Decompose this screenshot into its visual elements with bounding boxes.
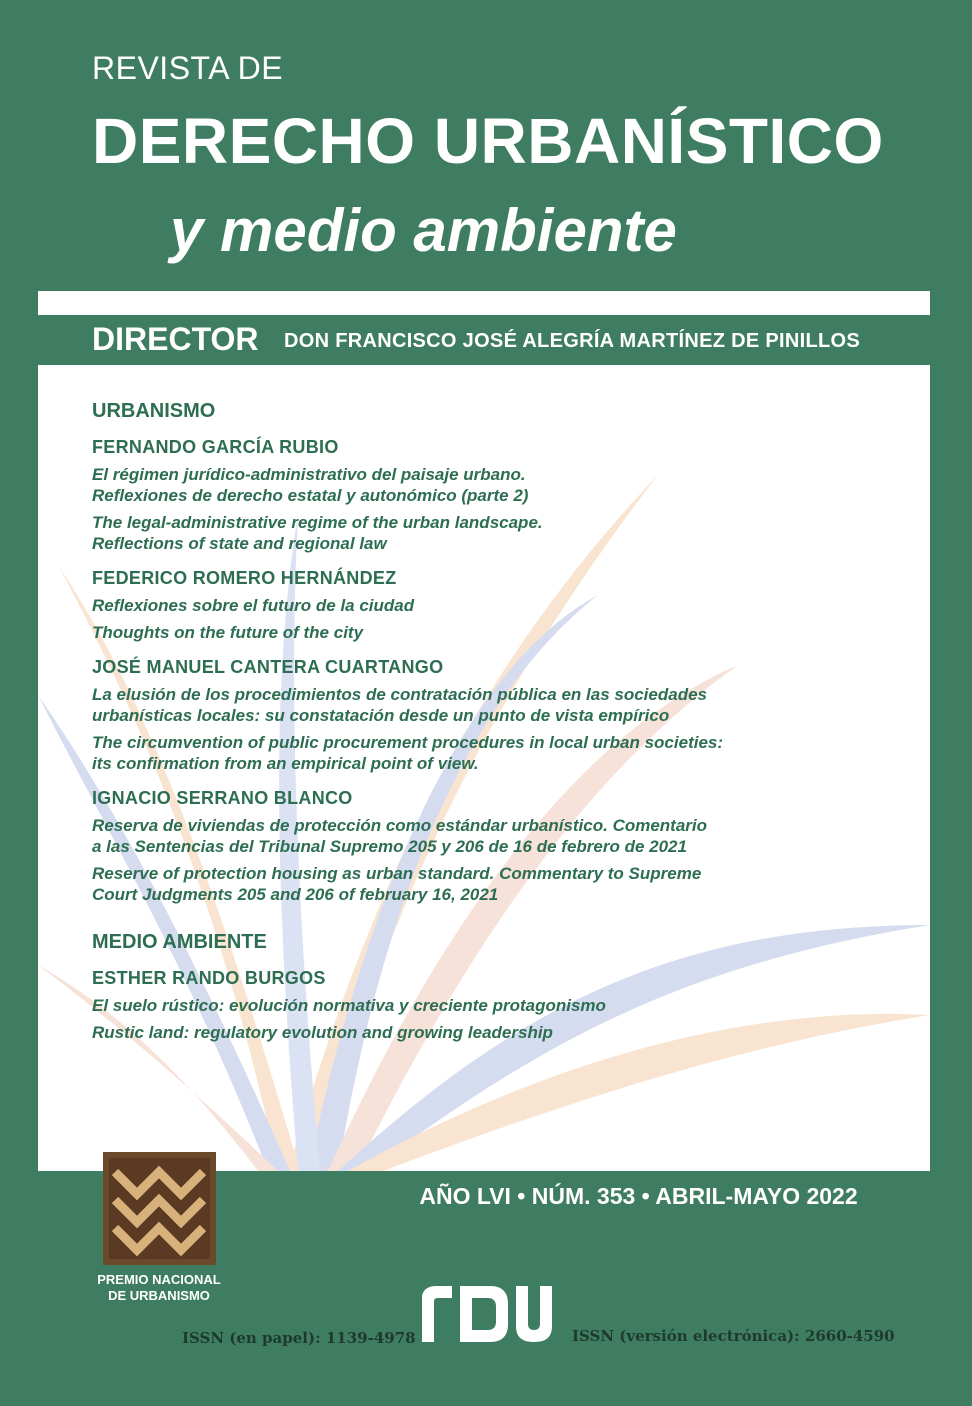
article-author: ESTHER RANDO BURGOS [92, 968, 326, 988]
journal-title: DERECHO URBANÍSTICO [92, 105, 884, 177]
article-author: IGNACIO SERRANO BLANCO [92, 788, 353, 808]
director-name: DON FRANCISCO JOSÉ ALEGRÍA MARTÍNEZ DE PINILLOS [284, 330, 860, 352]
article-entry [92, 657, 852, 774]
issn-electronic: ISSN (versión electrónica): 2660-4590 [572, 1327, 895, 1345]
article-entry [92, 568, 852, 643]
article-entry [92, 437, 852, 554]
article-title-es: Reserva de viviendas de protección como estándar urbanístico. Comentario a las Sentencias del Tribunal Supremo 205 y 206 de 16 de febrero de 2021 [92, 816, 708, 856]
article-title-es: El régimen jurídico-administrativo del paisaje urbano. Reflexiones de derecho estatal y autonómico (parte 2) [92, 465, 529, 505]
article-author: FERNANDO GARCÍA RUBIO [92, 437, 339, 457]
article-entry [92, 968, 852, 1043]
rdu-logo [418, 1284, 556, 1344]
journal-title-prefix: REVISTA DE [92, 50, 284, 86]
article-title-en: Reserve of protection housing as urban standard. Commentary to Supreme Court Judgments 205 and 206 of february 16, 2021 [92, 864, 702, 904]
article-entry [92, 788, 852, 905]
journal-subtitle: y medio ambiente [170, 197, 677, 264]
article-title-es: El suelo rústico: evolución normativa y creciente protagonismo [92, 996, 606, 1015]
article-author: FEDERICO ROMERO HERNÁNDEZ [92, 568, 397, 588]
section-heading: MEDIO AMBIENTE [92, 931, 267, 953]
award-caption: PREMIO NACIONAL DE URBANISMO [97, 1272, 221, 1303]
article-title-es: La elusión de los procedimientos de contratación pública en las sociedades urbanísticas locales: su constatación desde un punto de vista empírico [92, 685, 707, 725]
issn-print: ISSN (en papel): 1139-4978 [182, 1329, 416, 1347]
table-of-contents [92, 400, 852, 1043]
issue-banner: AÑO LVI • NÚM. 353 • ABRIL-MAYO 2022 [347, 1171, 930, 1222]
article-title-en: Thoughts on the future of the city [92, 623, 364, 642]
article-title-en: The legal-administrative regime of the urban landscape. Reflections of state and regional law [92, 513, 543, 553]
article-title-en: Rustic land: regulatory evolution and growing leadership [92, 1023, 553, 1042]
article-title-en: The circumvention of public procurement procedures in local urban societies: its confirmation from an empirical point of view. [92, 733, 724, 773]
director-label: DIRECTOR [92, 321, 259, 357]
award-emblem-icon [103, 1152, 216, 1265]
article-title-es: Reflexiones sobre el futuro de la ciudad [92, 596, 415, 615]
section-heading: URBANISMO [92, 400, 216, 422]
article-author: JOSÉ MANUEL CANTERA CUARTANGO [92, 657, 444, 677]
